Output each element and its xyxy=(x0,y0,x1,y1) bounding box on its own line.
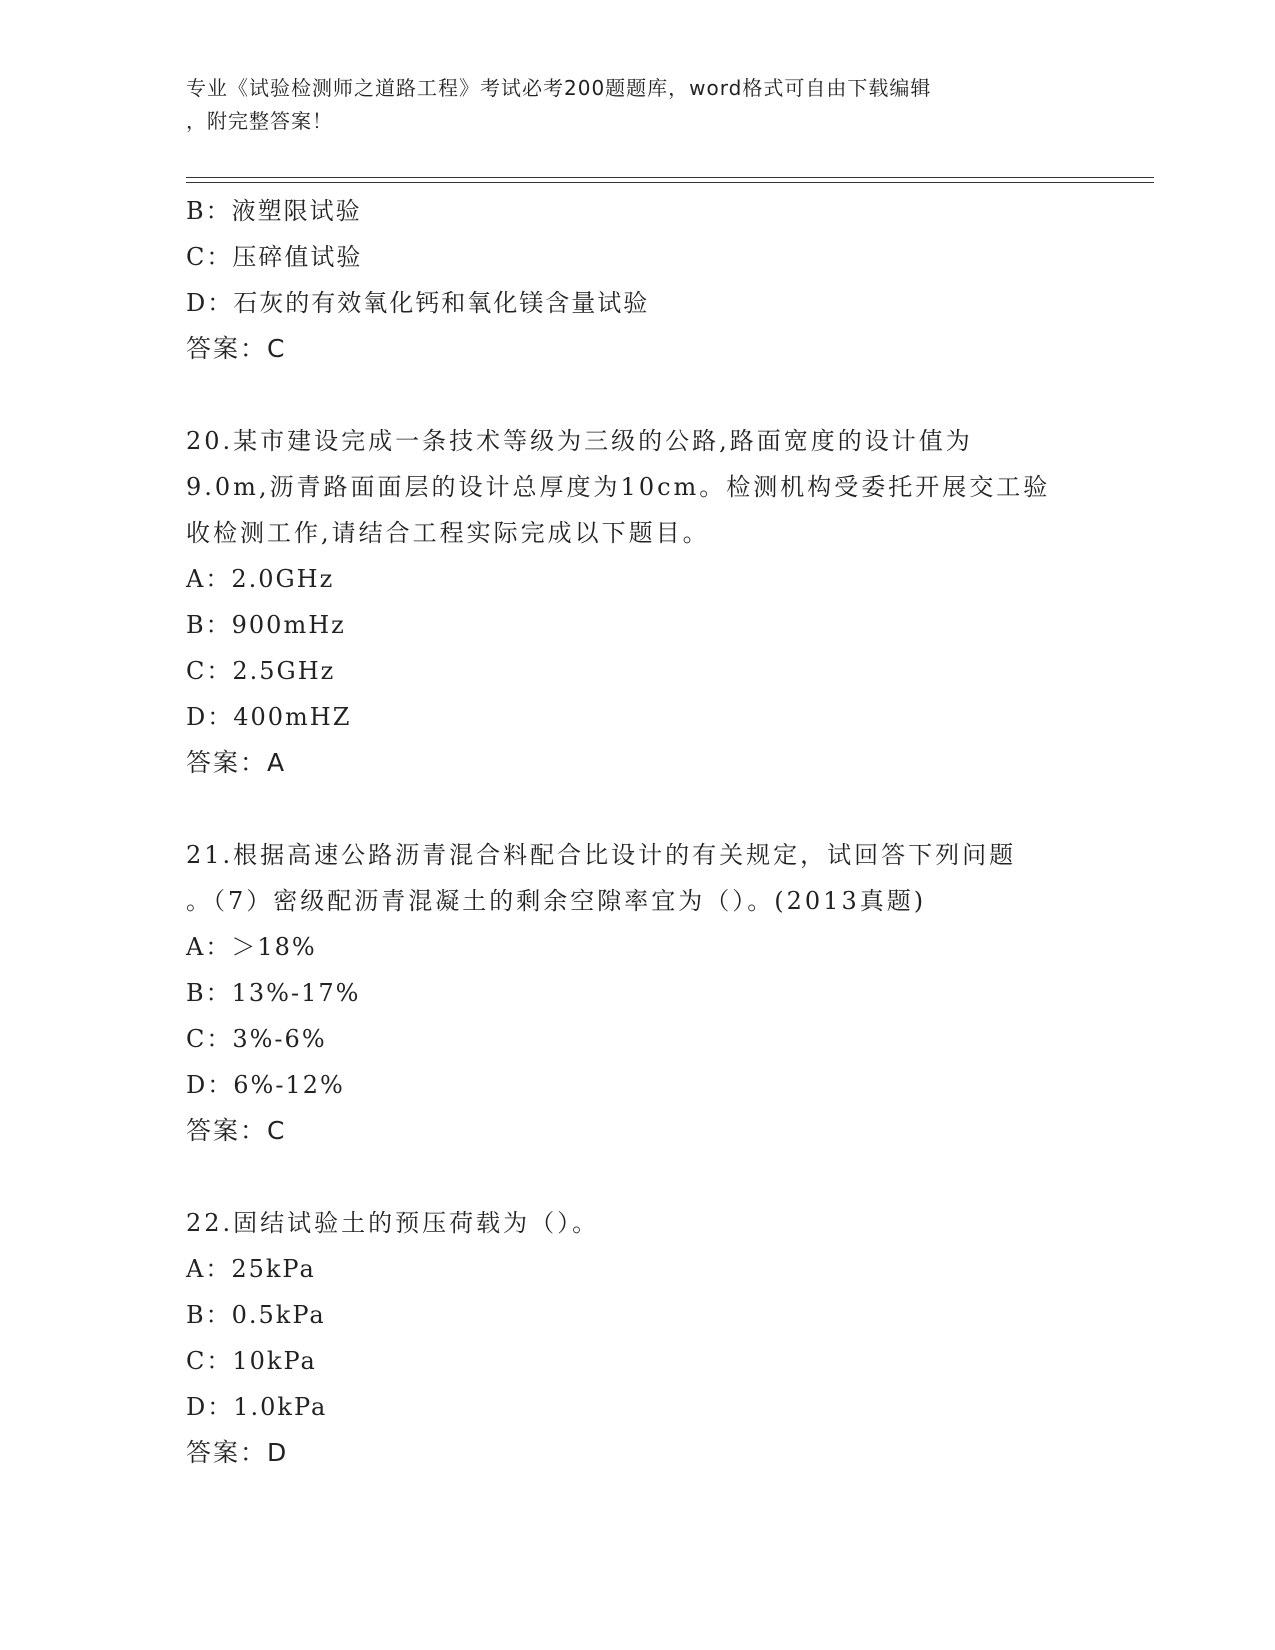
header-divider-top xyxy=(186,177,1154,178)
document-body xyxy=(186,188,1106,1476)
option-b: B：13%-17% xyxy=(186,979,361,1007)
option-d: D：400mHZ xyxy=(186,703,352,731)
header-title-line-1: 专业《试验检测师之道路工程》考试必考200题题库，word格式可自由下载编辑 xyxy=(186,76,932,100)
answer-line: 答案：A xyxy=(186,748,287,777)
question-20 xyxy=(186,418,1106,786)
question-text: 收检测工作,请结合工程实际完成以下题目。 xyxy=(186,519,710,547)
question-text: 21.根据高速公路沥青混合料配合比设计的有关规定，试回答下列问题 xyxy=(186,841,1017,869)
document-header xyxy=(186,72,1066,138)
answer-line: 答案：C xyxy=(186,334,287,363)
question-text: 9.0m,沥青路面面层的设计总厚度为10cm。检测机构受委托开展交工验 xyxy=(186,473,1051,501)
option-b: B：0.5kPa xyxy=(186,1301,326,1329)
option-b: B：液塑限试验 xyxy=(186,197,362,225)
option-b: B：900mHz xyxy=(186,611,346,639)
question-22 xyxy=(186,1200,1106,1476)
header-title-line-2: ，附完整答案！ xyxy=(186,109,333,133)
question-21 xyxy=(186,832,1106,1154)
answer-line: 答案：D xyxy=(186,1438,289,1467)
option-c: C：压碎值试验 xyxy=(186,243,363,271)
answer-line: 答案：C xyxy=(186,1116,287,1145)
question-text: 。（7）密级配沥青混凝土的剩余空隙率宜为（）。(2013真题) xyxy=(186,887,927,915)
question-prev xyxy=(186,188,1106,372)
option-d: D：1.0kPa xyxy=(186,1393,328,1421)
option-c: C：10kPa xyxy=(186,1347,317,1375)
question-text: 20.某市建设完成一条技术等级为三级的公路,路面宽度的设计值为 xyxy=(186,427,973,455)
option-d: D：6%-12% xyxy=(186,1071,345,1099)
option-d: D：石灰的有效氧化钙和氧化镁含量试验 xyxy=(186,289,650,317)
option-a: A：＞18% xyxy=(186,933,317,961)
option-a: A：2.0GHz xyxy=(186,565,335,593)
header-divider-bottom xyxy=(186,182,1154,183)
option-a: A：25kPa xyxy=(186,1255,316,1283)
option-c: C：3%-6% xyxy=(186,1025,327,1053)
option-c: C：2.5GHz xyxy=(186,657,336,685)
question-text: 22.固结试验土的预压荷载为（）。 xyxy=(186,1209,600,1237)
